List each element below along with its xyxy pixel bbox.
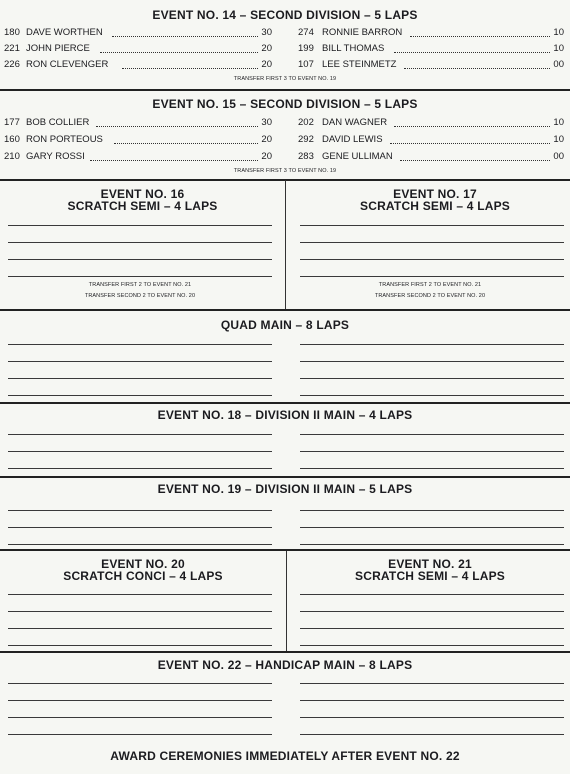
driver-name: DAVE WORTHEN <box>26 27 103 38</box>
entry-row <box>4 26 272 40</box>
result-line <box>8 276 272 277</box>
entry-row <box>298 150 564 164</box>
result-line <box>300 276 564 277</box>
transfer-note: TRANSFER SECOND 2 TO EVENT NO. 20 <box>374 293 486 299</box>
driver-name: LEE STEINMETZ <box>322 59 397 70</box>
column-divider <box>286 551 287 651</box>
entry-number: 292 <box>298 134 314 145</box>
result-line <box>300 395 564 396</box>
result-line <box>300 527 564 528</box>
entry-row <box>4 58 272 72</box>
event-20-title: EVENT NO. 20 <box>101 557 185 571</box>
entry-number: 107 <box>298 59 314 70</box>
handicap-value: 10 <box>553 43 564 54</box>
result-line <box>8 717 272 718</box>
event-17-subtitle: SCRATCH SEMI – 4 LAPS <box>360 199 510 213</box>
result-line <box>300 594 564 595</box>
result-line <box>8 527 272 528</box>
entry-row <box>4 150 272 164</box>
entry-number: 221 <box>4 43 20 54</box>
event-14-title: EVENT NO. 14 – SECOND DIVISION – 5 LAPS <box>152 8 418 22</box>
driver-name: BILL THOMAS <box>322 43 385 54</box>
event-19-title: EVENT NO. 19 – DIVISION II MAIN – 5 LAPS <box>157 482 413 496</box>
result-line <box>8 544 272 545</box>
handicap-value: 10 <box>553 27 564 38</box>
result-line <box>300 717 564 718</box>
handicap-value: 00 <box>553 59 564 70</box>
award-ceremony-note: AWARD CEREMONIES IMMEDIATELY AFTER EVENT NO. 22 <box>110 749 460 763</box>
result-line <box>8 510 272 511</box>
quad-main-title: QUAD MAIN – 8 LAPS <box>220 318 350 332</box>
result-line <box>8 628 272 629</box>
event-21-title: EVENT NO. 21 <box>388 557 472 571</box>
result-line <box>300 683 564 684</box>
result-line <box>8 700 272 701</box>
event-20-subtitle: SCRATCH CONCI – 4 LAPS <box>63 569 223 583</box>
handicap-value: 20 <box>261 59 272 70</box>
driver-name: JOHN PIERCE <box>26 43 90 54</box>
result-line <box>8 683 272 684</box>
result-line <box>300 259 564 260</box>
result-line <box>8 611 272 612</box>
section-divider <box>0 309 570 311</box>
entry-row <box>298 58 564 72</box>
section-divider <box>0 89 570 91</box>
transfer-note: TRANSFER FIRST 3 TO EVENT NO. 19 <box>233 76 337 82</box>
event-16-subtitle: SCRATCH SEMI – 4 LAPS <box>67 199 218 213</box>
event-21-subtitle: SCRATCH SEMI – 4 LAPS <box>355 569 505 583</box>
result-line <box>8 645 272 646</box>
handicap-value: 00 <box>553 151 564 162</box>
entry-number: 177 <box>4 117 20 128</box>
result-line <box>300 510 564 511</box>
event-22-title: EVENT NO. 22 – HANDICAP MAIN – 8 LAPS <box>157 658 413 672</box>
result-line <box>8 734 272 735</box>
result-line <box>8 434 272 435</box>
driver-name: DAN WAGNER <box>322 117 388 128</box>
handicap-value: 20 <box>261 43 272 54</box>
entry-number: 210 <box>4 151 20 162</box>
result-line <box>8 594 272 595</box>
driver-name: DAVID LEWIS <box>322 134 383 145</box>
section-divider <box>0 402 570 404</box>
result-line <box>300 242 564 243</box>
result-line <box>8 344 272 345</box>
entry-number: 180 <box>4 27 20 38</box>
entry-row <box>4 116 272 130</box>
handicap-value: 10 <box>553 134 564 145</box>
driver-name: BOB COLLIER <box>26 117 90 128</box>
result-line <box>300 544 564 545</box>
entry-number: 274 <box>298 27 314 38</box>
result-line <box>8 378 272 379</box>
entry-row <box>298 42 564 56</box>
event-18-title: EVENT NO. 18 – DIVISION II MAIN – 4 LAPS <box>157 408 413 422</box>
entry-number: 283 <box>298 151 314 162</box>
entry-row <box>298 133 564 147</box>
entry-number: 226 <box>4 59 20 70</box>
transfer-note: TRANSFER FIRST 3 TO EVENT NO. 19 <box>233 168 337 174</box>
handicap-value: 20 <box>261 134 272 145</box>
result-line <box>300 434 564 435</box>
driver-name: GARY ROSSI <box>26 151 85 162</box>
entry-row <box>4 133 272 147</box>
handicap-value: 30 <box>261 27 272 38</box>
result-line <box>8 451 272 452</box>
transfer-note: TRANSFER SECOND 2 TO EVENT NO. 20 <box>84 293 196 299</box>
driver-name: RONNIE BARRON <box>322 27 403 38</box>
result-line <box>300 378 564 379</box>
entry-row <box>4 42 272 56</box>
entry-number: 199 <box>298 43 314 54</box>
result-line <box>300 361 564 362</box>
result-line <box>300 451 564 452</box>
entry-number: 202 <box>298 117 314 128</box>
result-line <box>8 242 272 243</box>
result-line <box>300 344 564 345</box>
driver-name: RON PORTEOUS <box>26 134 103 145</box>
entry-row <box>298 116 564 130</box>
handicap-value: 10 <box>553 117 564 128</box>
result-line <box>300 611 564 612</box>
result-line <box>300 225 564 226</box>
result-line <box>8 395 272 396</box>
result-line <box>8 259 272 260</box>
result-line <box>300 468 564 469</box>
handicap-value: 30 <box>261 117 272 128</box>
entry-number: 160 <box>4 134 20 145</box>
result-line <box>300 645 564 646</box>
driver-name: GENE ULLIMAN <box>322 151 393 162</box>
transfer-note: TRANSFER FIRST 2 TO EVENT NO. 21 <box>378 282 482 288</box>
driver-name: RON CLEVENGER <box>26 59 109 70</box>
event-15-title: EVENT NO. 15 – SECOND DIVISION – 5 LAPS <box>152 97 418 111</box>
transfer-note: TRANSFER FIRST 2 TO EVENT NO. 21 <box>88 282 192 288</box>
result-line <box>8 225 272 226</box>
section-divider <box>0 651 570 653</box>
result-line <box>300 734 564 735</box>
result-line <box>300 628 564 629</box>
section-divider <box>0 476 570 478</box>
event-17-title: EVENT NO. 17 <box>393 187 477 201</box>
entry-row <box>298 26 564 40</box>
handicap-value: 20 <box>261 151 272 162</box>
result-line <box>8 468 272 469</box>
section-divider <box>0 549 570 551</box>
column-divider <box>285 180 286 310</box>
result-line <box>300 700 564 701</box>
event-16-title: EVENT NO. 16 <box>100 187 185 201</box>
result-line <box>8 361 272 362</box>
